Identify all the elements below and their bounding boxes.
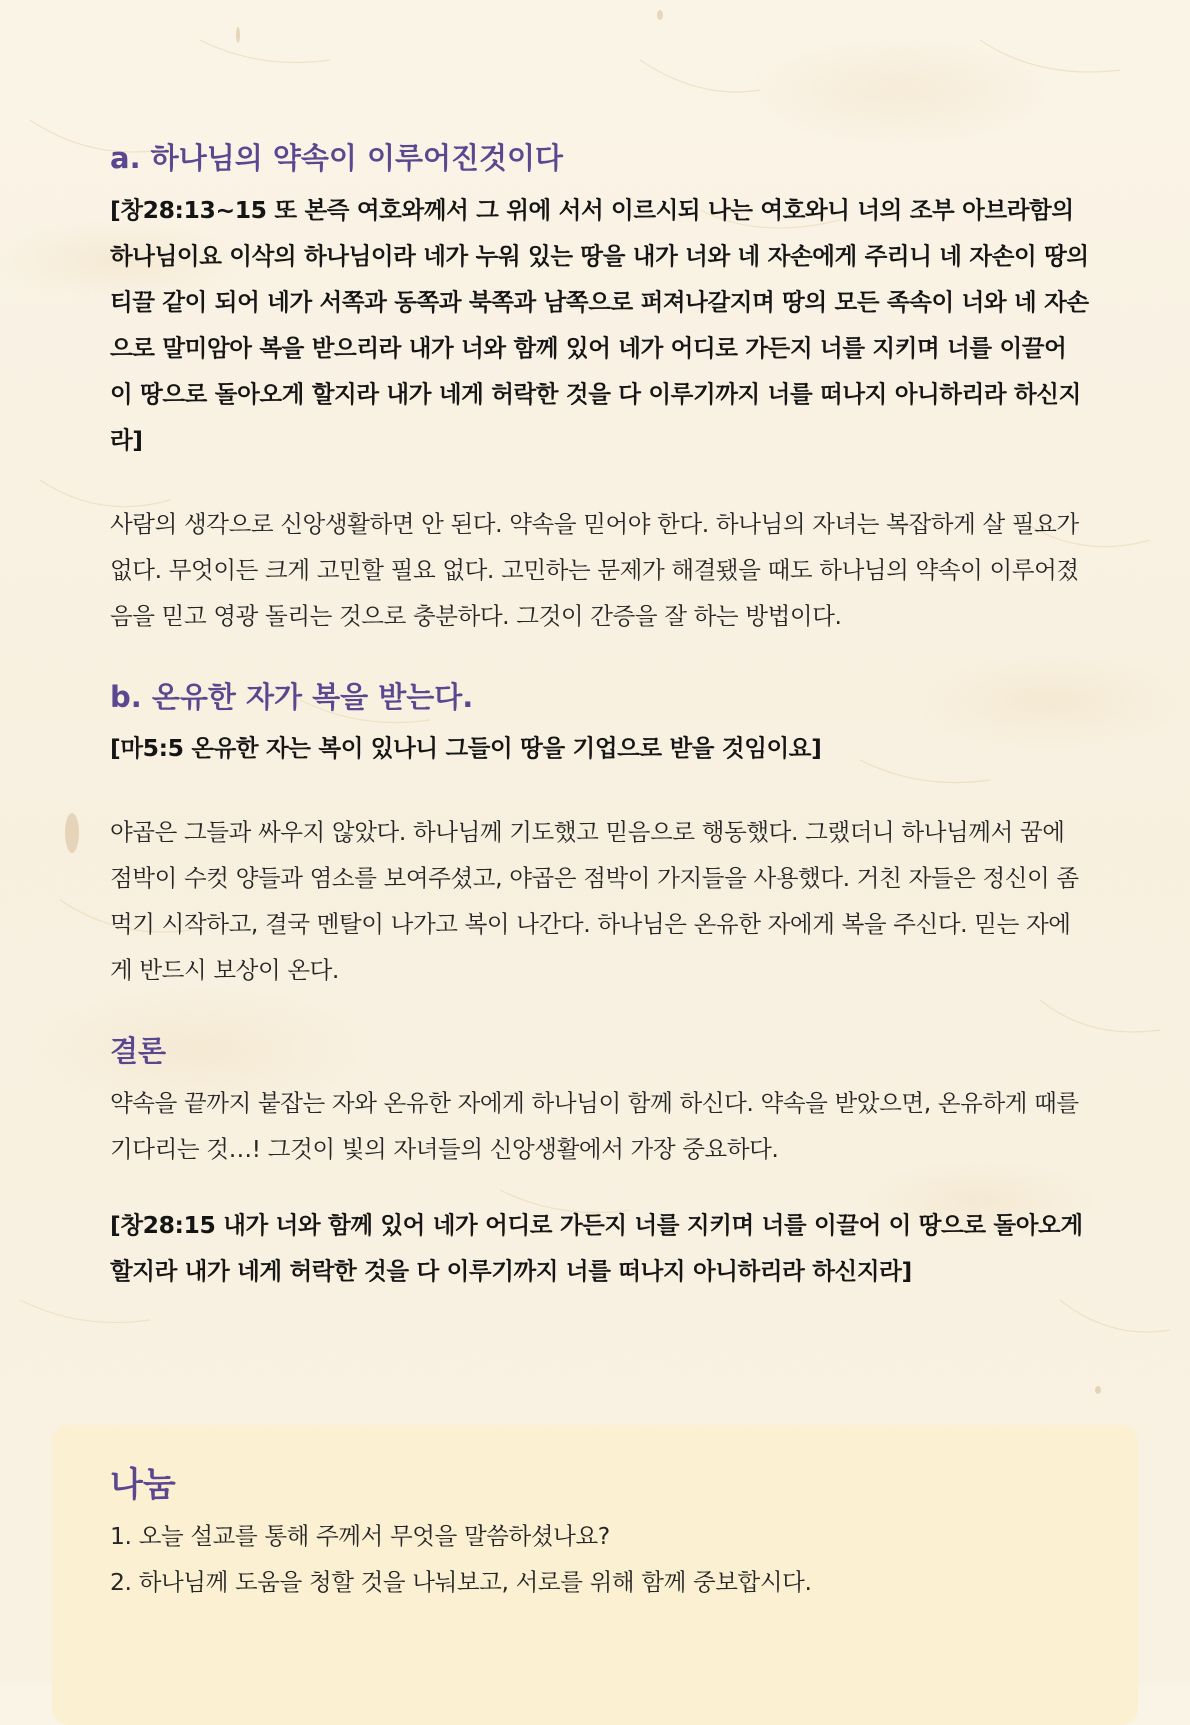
- section-a-heading: a. 하나님의 약속이 이루어진것이다: [110, 141, 564, 175]
- conclusion-body: 약속을 끝까지 붙잡는 자와 온유한 자에게 하나님이 함께 하신다. 약속을 받았으면, 온유하게 때를 기다리는 것…! 그것이 빛의 자녀들의 신앙생활에서 가장 중요하다.: [110, 1088, 1079, 1163]
- section-b-verse: [마5:5 온유한 자는 복이 있나니 그들이 땅을 기업으로 받을 것임이요]: [110, 734, 822, 763]
- conclusion-verse: [창28:15 내가 너와 함께 있어 네가 어디로 가든지 너를 지키며 너를 이끌어 이 땅으로 돌아오게 할지라 내가 네게 허락한 것을 다 이루기까지 너를 떠나지 아니하리라 하신지라]: [110, 1210, 1083, 1285]
- sharing-question-2: 2. 하나님께 도움을 청할 것을 나눠보고, 서로를 위해 함께 중보합시다.: [110, 1568, 812, 1597]
- sharing-box: [52, 1425, 1138, 1725]
- section-b-body: 야곱은 그들과 싸우지 않았다. 하나님께 기도했고 믿음으로 행동했다. 그랬더니 하나님께서 꿈에 점박이 수컷 양들과 염소를 보여주셨고, 야곱은 점박이 가지들을 사용했다. 거친 자들은 정신이 좀먹기 시작하고, 결국 멘탈이 나가고 복이 나간다. 하나님은 온유한 자에게 복을 주신다. 믿는 자에게 반드시 보상이 온다.: [110, 818, 1079, 985]
- conclusion-heading: 결론: [110, 1034, 167, 1069]
- sharing-title: 나눔: [110, 1465, 176, 1505]
- sharing-question-1: 1. 오늘 설교를 통해 주께서 무엇을 말씀하셨나요?: [110, 1522, 610, 1551]
- section-a-body: 사람의 생각으로 신앙생활하면 안 된다. 약속을 믿어야 한다. 하나님의 자녀는 복잡하게 살 필요가 없다. 무엇이든 크게 고민할 필요 없다. 고민하는 문제가 해결됐을 때도 하나님의 약속이 이루어졌음을 믿고 영광 돌리는 것으로 충분하다. 그것이 간증을 잘 하는 방법이다.: [110, 509, 1079, 630]
- section-b-heading: b. 온유한 자가 복을 받는다.: [110, 679, 474, 714]
- sermon-content: [110, 138, 1090, 1294]
- section-a-verse: [창28:13~15 또 본즉 여호와께서 그 위에 서서 이르시되 나는 여호와니 너의 조부 아브라함의 하나님이요 이삭의 하나님이라 네가 누워 있는 땅을 내가 너와 네 자손에게 주리니 네 자손이 땅의 티끌 같이 되어 네가 서쪽과 동쪽과 북쪽과 남쪽으로 퍼져나갈지며 땅의 모든 족속이 너와 네 자손으로 말미암아 복을 받으리라 내가 너와 함께 있어 네가 어디로 가든지 너를 지키며 너를 이끌어 이 땅으로 돌아오게 할지라 내가 네게 허락한 것을 다 이루기까지 너를 떠나지 아니하리라 하신지라]: [110, 195, 1089, 454]
